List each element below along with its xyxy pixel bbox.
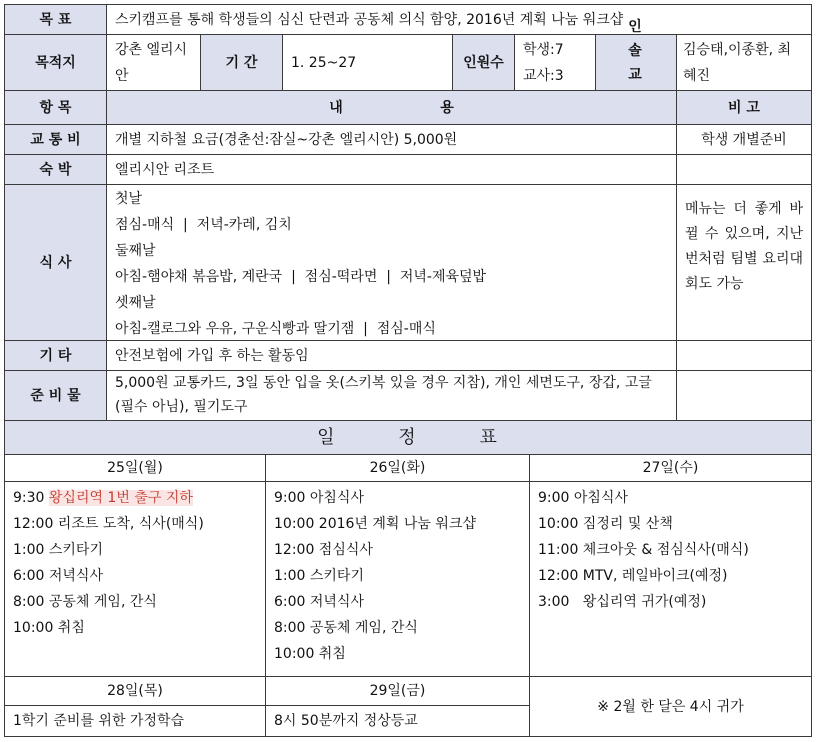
lodging-label: 숙 박 — [4, 154, 107, 185]
leaders-value: 김승태,이종환, 최혜진 — [676, 34, 812, 91]
day-date: 28일(목) — [4, 676, 266, 706]
headcount-teachers: 교사:3 — [523, 68, 564, 84]
headcount-label: 인원수 — [452, 34, 515, 91]
day-date: 26일(화) — [265, 454, 530, 482]
period-label: 기 간 — [200, 34, 283, 91]
schedule-item: 9:00 아침식사 — [538, 490, 628, 506]
transport-label: 교 통 비 — [4, 124, 107, 155]
day-schedule — [4, 481, 266, 677]
schedule-item: 6:00 저녁식사 — [274, 594, 364, 610]
schedule-item: 10:00 취침 — [274, 646, 346, 662]
day-date: 29일(금) — [265, 676, 530, 706]
header-content: 내 용 — [106, 90, 677, 125]
schedule-item: 8:00 공동체 게임, 간식 — [13, 594, 157, 610]
schedule-item: 8:00 공동체 게임, 간식 — [274, 620, 418, 636]
schedule-item: 9:00 아침식사 — [274, 490, 364, 506]
schedule-item: 1:00 스키타기 — [274, 568, 364, 584]
meals-line: 셋째날 — [115, 295, 156, 311]
footnote: ※ 2월 한 달은 4시 귀가 — [529, 676, 812, 737]
schedule-item: 6:00 저녁식사 — [13, 568, 103, 584]
meals-content — [106, 184, 677, 341]
etc-label: 기 타 — [4, 340, 107, 371]
day-date: 27일(수) — [529, 454, 812, 482]
schedule-title: 일 정 표 — [4, 420, 812, 455]
meals-line: 둘째날 — [115, 243, 156, 259]
leaders-label: 인 솔 교 — [595, 34, 677, 91]
schedule-item: 1:00 스키타기 — [13, 542, 103, 558]
supplies-content: 5,000원 교통카드, 3일 동안 입을 옷(스키복 있을 경우 지참), 개인 세면도구, 장갑, 고글(필수 아님), 필기도구 — [106, 370, 677, 421]
period-value: 1. 25~27 — [282, 34, 453, 91]
meals-line: 첫날 — [115, 191, 143, 207]
etc-note — [676, 340, 812, 371]
meals-label: 식 사 — [4, 184, 107, 341]
supplies-label: 준 비 물 — [4, 370, 107, 421]
destination-label: 목적지 — [4, 34, 107, 91]
schedule-item — [13, 485, 257, 511]
purpose-label: 목 표 — [4, 4, 107, 35]
schedule-item: 1학기 준비를 위한 가정학습 — [4, 705, 266, 737]
meals-line: 아침-햄야채 볶음밥, 계란국 | 점심-떡라면 | 저녁-제육덮밥 — [115, 269, 487, 285]
purpose-value: 스키캠프를 통해 학생들의 심신 단련과 공동체 의식 함양, 2016년 계획 나눔 워크샵 — [106, 4, 812, 35]
transport-content: 개별 지하철 요금(경춘선:잠실~강촌 엘리시안) 5,000원 — [106, 124, 677, 155]
headcount-value — [514, 34, 596, 91]
headcount-students: 학생:7 — [523, 42, 564, 58]
meals-line: 아침-캘로그와 우유, 구운식빵과 딸기잼 | 점심-매식 — [115, 321, 436, 337]
header-item: 항 목 — [4, 90, 107, 125]
schedule-item: 12:00 리조트 도착, 식사(매식) — [13, 516, 204, 532]
meals-note: 메뉴는 더 좋게 바뀔 수 있으며, 지난 번처럼 팀별 요리대회도 가능 — [676, 184, 812, 341]
schedule-item: 8시 50분까지 정상등교 — [265, 705, 530, 737]
meals-line: 점심-매식 | 저녁-카레, 김치 — [115, 217, 292, 233]
schedule-item: 10:00 취침 — [13, 620, 85, 636]
lodging-content: 엘리시안 리조트 — [106, 154, 677, 185]
transport-note: 학생 개별준비 — [676, 124, 812, 155]
highlighted-meeting-point: 왕십리역 1번 출구 지하 — [48, 490, 193, 506]
day-schedule — [529, 481, 812, 677]
destination-value: 강촌 엘리시안 — [106, 34, 201, 91]
header-note: 비 고 — [676, 90, 812, 125]
schedule-item: 12:00 MTV, 레일바이크(예정) — [538, 568, 728, 584]
schedule-item: 10:00 짐정리 및 산책 — [538, 516, 673, 532]
supplies-note — [676, 370, 812, 421]
schedule-item: 12:00 점심식사 — [274, 542, 373, 558]
schedule-item: 3:00 왕십리역 귀가(예정) — [538, 594, 707, 610]
day-schedule — [265, 481, 530, 677]
schedule-item: 11:00 체크아웃 & 점심식사(매식) — [538, 542, 749, 558]
schedule-item: 10:00 2016년 계획 나눔 워크샵 — [274, 516, 476, 532]
lodging-note — [676, 154, 812, 185]
day-date: 25일(월) — [4, 454, 266, 482]
etc-content: 안전보험에 가입 후 하는 활동임 — [106, 340, 677, 371]
schedule-time-text: 9:30 — [13, 490, 49, 506]
